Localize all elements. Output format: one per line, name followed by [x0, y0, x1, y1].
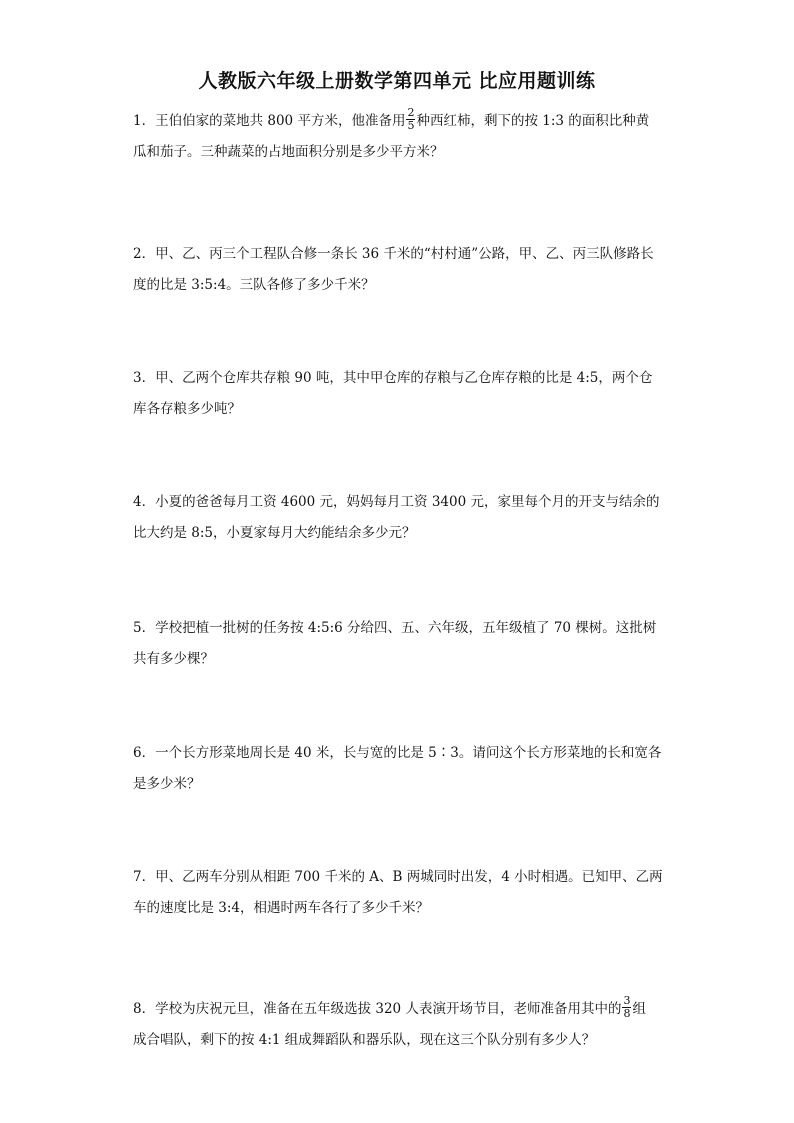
question-8-line-1: 8．学校为庆祝元旦，准备在五年级选拔 320 人表演开场节目，老师准备用其中的 $\frac{3}{8}$ 组: [133, 994, 646, 1020]
question-3-line-1: 3．甲、乙两个仓库共存粮 90 吨，其中甲仓库的存粮与乙仓库存粮的比是 4:5，两个仓: [133, 370, 653, 386]
question-1: [133, 106, 661, 168]
question-2-line-1: 2．甲、乙、丙三个工程队合修一条长 36 千米的“村村通”公路，甲、乙、丙三队修路长: [133, 246, 654, 262]
question-5: [133, 613, 661, 675]
question-8: [133, 994, 661, 1056]
question-5-line-1: 5．学校把植一批树的任务按 4:5:6 分给四、五、六年级，五年级植了 70 棵树。这批树: [133, 620, 657, 636]
fraction-3-8: $\frac{3}{8}$: [623, 994, 631, 1020]
question-6: [133, 738, 661, 800]
question-7-line-1: 7．甲、乙两车分别从相距 700 千米的 A、B 两城同时出发，4 小时相遇。已知甲、乙两: [133, 869, 663, 885]
question-2-line-2: 度的比是 3:5:4。三队各修了多少千米？: [133, 277, 375, 293]
worksheet-title: 人教版六年级上册数学第四单元 比应用题训练: [198, 70, 596, 92]
question-2: [133, 239, 661, 301]
question-4-line-1: 4．小夏的爸爸每月工资 4600 元，妈妈每月工资 3400 元，家里每个月的开支与结余的: [133, 494, 660, 510]
question-7-line-2: 车的速度比是 3:4，相遇时两车各行了多少千米？: [133, 900, 430, 916]
question-4: [133, 487, 661, 549]
question-6-line-1: 6．一个长方形菜地周长是 40 米，长与宽的比是 5∶3。请问这个长方形菜地的长和宽各: [133, 745, 662, 761]
question-7: [133, 862, 661, 924]
fraction-2-5: $\frac{2}{5}$: [407, 106, 415, 132]
question-3-line-2: 库各存粮多少吨？: [133, 401, 241, 417]
question-8-line-2: 成合唱队，剩下的按 4:1 组成舞蹈队和器乐队，现在这三个队分别有多少人？: [133, 1032, 596, 1048]
question-6-line-2: 是多少米？: [133, 776, 201, 792]
question-5-line-2: 共有多少棵？: [133, 651, 214, 667]
question-3: [133, 363, 661, 425]
question-1-line-2: 瓜和茄子。三种蔬菜的占地面积分别是多少平方米？: [133, 144, 444, 160]
question-1-line-1: 1．王伯伯家的菜地共 800 平方米，他准备用 $\frac{2}{5}$ 种西红柿，剩下的按 1:3 的面积比种黄: [133, 106, 650, 132]
question-4-line-2: 比大约是 8:5，小夏家每月大约能结余多少元？: [133, 525, 416, 541]
